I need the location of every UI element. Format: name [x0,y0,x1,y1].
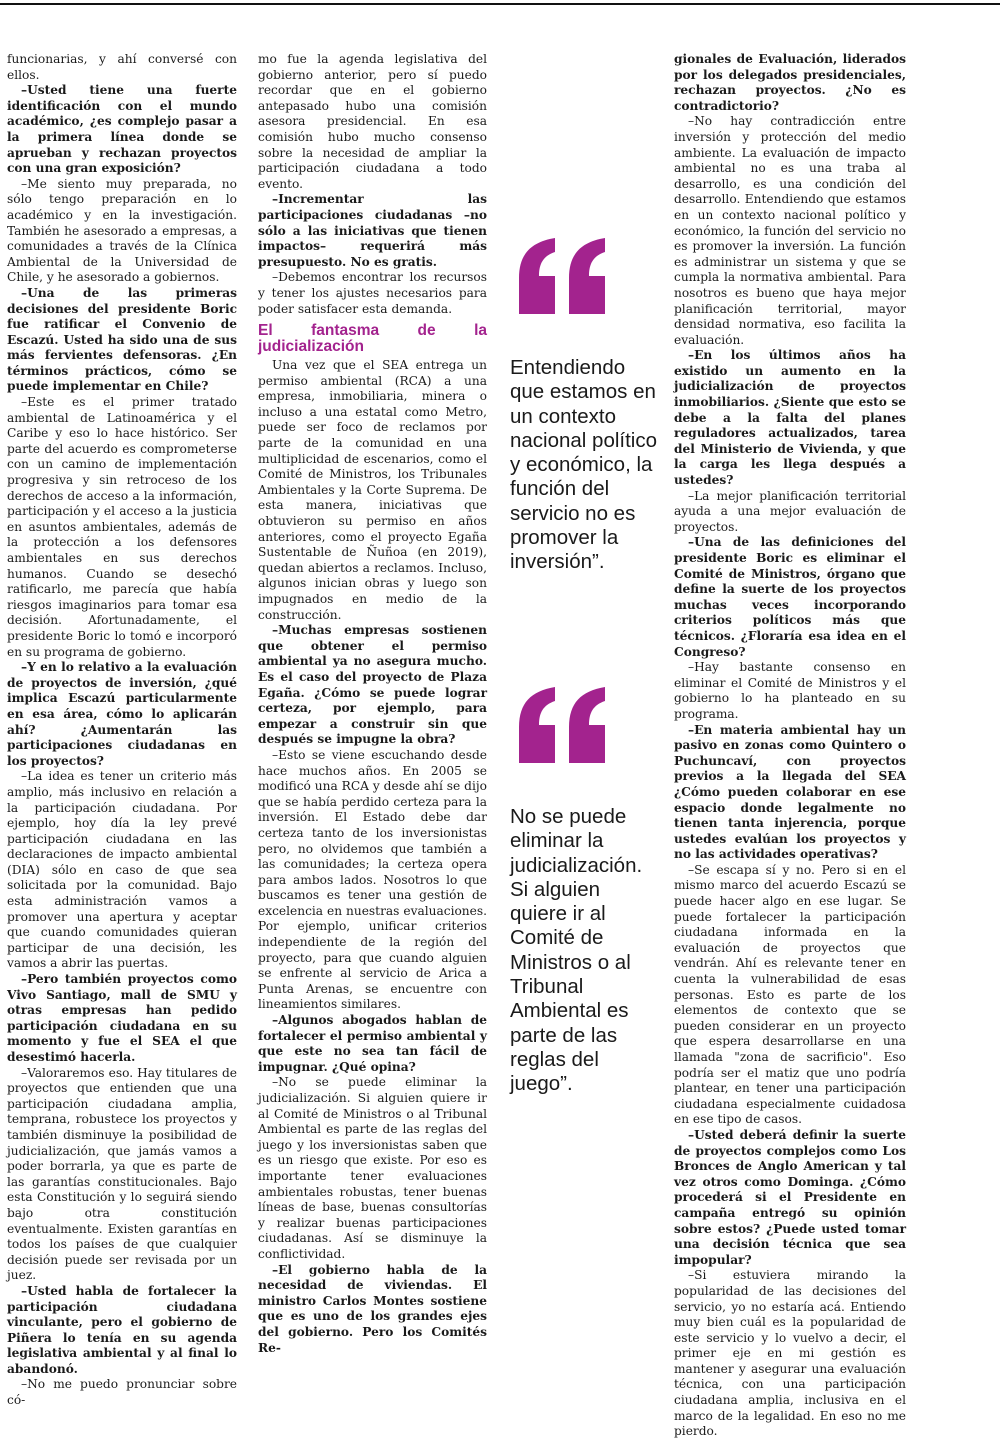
interview-question: –Incrementar las participaciones ciudadanas –no sólo a las iniciativas que tienen impactos– requerirá más presupuesto. No es gratis. [258,192,487,269]
interview-question: –El gobierno habla de la necesidad de viviendas. El ministro Carlos Montes sostiene que es uno de los grandes ejes del gobierno. Pero los Comités Re- [258,1262,487,1355]
quote-mark-icon [509,236,617,320]
interview-question: –Usted habla de fortalecer la participación ciudadana vinculante, pero el gobierno de Piñera lo tenía en su agenda legislativa ambiental y al final lo abandonó. [7,1283,237,1376]
interview-answer: –Me siento muy preparada, no sólo tengo preparación en lo académico y en la investigación. También he asesorado a empresas, a comunidades a través de la Clínica Ambiental de la Universidad de Chile, y he asesorado a gobiernos. [7,176,237,285]
interview-answer: –Si estuviera mirando la popularidad de las decisiones del servicio, yo no estaría acá. Entiendo muy bien cuál es la popularidad de este servicio y lo vuelvo a decir, el primer eje en mi gestión es mantener y asegurar una evaluación técnica, con una participación ciudadana amplia, inclusiva en el marco de la legalidad. En eso no me pierdo. [674,1268,906,1439]
interview-answer: Una vez que el SEA entrega un permiso ambiental (RCA) a una empresa, inmobiliaria, minera o incluso a una estatal como Metro, puede ser foco de reclamos por parte de la comunidad en una multiplicidad de escenarios, como el Comité de Ministros, los Tribunales Ambientales y la Corte Suprema. De esta manera, iniciativas que obtuvieron su permiso en años anteriores, como el proyecto Egaña Sustentable de Ñuñoa (en 2019), quedan abiertos a reclamos. Incluso, algunos inician obras y luego son impugnados en medio de la construcción. [258,358,487,622]
article-column-2 [258,52,487,1356]
interview-question: –En materia ambiental hay un pasivo en zonas como Quintero o Puchuncaví, con proyectos previos a la llegada del SEA ¿Cómo pueden colaborar en ese espacio donde legalmente no tienen tanta injerencia, porque ustedes evalúan los proyectos y no las actividades operativas? [674,722,906,862]
interview-answer: –La mejor planificación territorial ayuda a una mejor evaluación de proyectos. [674,488,906,534]
quote-mark-icon [509,685,617,769]
interview-question: –Algunos abogados hablan de fortalecer el permiso ambiental y que este no sea tan fácil de impugnar. ¿Qué opina? [258,1013,487,1074]
interview-answer: mo fue la agenda legislativa del gobierno anterior, pero sí puedo recordar que en el gobierno antepasado hubo una comisión asesora presidencial. En esa comisión hubo mucho consenso sobre la necesidad de ampliar la participación ciudadana a todo evento. [258,52,487,191]
interview-answer: –No me puedo pronunciar sobre có- [7,1377,237,1408]
interview-question: –Muchas empresas sostienen que obtener el permiso ambiental ya no asegura mucho. Es el caso del proyecto de Plaza Egaña. ¿Cómo se puede lograr certeza, por ejemplo, para empezar a construir sin que después se impugne la obra? [258,623,487,747]
article-column-1 [7,52,237,1409]
pull-quote-2: No se puede eliminar la judicialización. Si alguien quiere ir al Comité de Ministros o al Tribunal Ambiental es parte de las reglas del juego”. [510,805,643,1096]
interview-answer: funcionarias, y ahí conversé con ellos. [7,52,237,82]
section-heading: El fantasma de la judicialización [258,322,487,355]
interview-question: gionales de Evaluación, liderados por los delegados presidenciales, rechazan proyectos. ¿No es contradictorio? [674,52,906,113]
top-rule [0,3,1000,5]
pull-quote-1: Entendiendo que estamos en un contexto nacional político y económico, la función del servicio no es promover la inversión”. [510,356,658,574]
interview-answer: –Este es el primer tratado ambiental de Latinoamérica y el Caribe y eso lo hace histórico. Ser parte del acuerdo es comprometerse con un camino de implementación progresiva y sin retroceso de los derechos de acceso a la información, participación y el acceso a la justicia en asuntos ambientales, además de la protección a los defensores ambientales en sus derechos humanos. Cuando se desechó ratificarlo, me parecía que había riesgos imaginarios para tomar esa decisión. Afortunadamente, el presidente Boric lo tomó e incorporó en su programa de gobierno. [7,395,237,659]
interview-question: –Una de las primeras decisiones del presidente Boric fue ratificar el Convenio de Escazú. Usted ha sido una de sus más fervientes defensoras. ¿En términos prácticos, cómo se puede implementar en Chile? [7,285,237,394]
interview-question: –Una de las definiciones del presidente Boric es eliminar el Comité de Ministros, órgano que define la suerte de los proyectos muchas veces incorporando criterios políticos más que técnicos. ¿Floraría esa idea en el Congreso? [674,535,906,659]
interview-answer: –No se puede eliminar la judicialización. Si alguien quiere ir al Comité de Ministros o al Tribunal Ambiental es parte de las reglas del juego y los inversionistas saben que es un riesgo que existe. Por eso es importante tener evaluaciones ambientales robustas, tener buenas líneas de base, buenas consultorías y realizar buenas participaciones ciudadanas. Así se disminuye la conflictividad. [258,1075,487,1261]
interview-answer: –No hay contradicción entre inversión y protección del medio ambiente. La evaluación de impacto ambiental no es una traba al desarrollo, es una condición del desarrollo. Entendiendo que estamos en un contexto nacional político y económico, la función del servicio no es promover la inversión. La función es administrar un sistema y que se cumpla la normativa ambiental. Para nosotros es bueno que haya mejor planificación territorial, mayor densidad normativa, eso facilita la evaluación. [674,114,906,347]
interview-question: –En los últimos años ha existido un aumento en la judicialización de proyectos inmobiliarios. ¿Siente que esto se debe a la falta del planes reguladores actualizados, tarea del Ministerio de Vivienda, y que la carga les llega después a ustedes? [674,348,906,488]
article-column-4 [674,52,906,1440]
interview-question: –Usted tiene una fuerte identificación con el mundo académico, ¿es complejo pasar a la primera línea donde se aprueban y rechazan proyectos con una gran exposición? [7,83,237,176]
interview-question: –Usted deberá definir la suerte de proyectos complejos como Los Bronces de Anglo American y tal vez otros como Dominga. ¿Cómo procederá si el Presidente en campaña entregó su opinión sobre estos? ¿Puede usted tomar una decisión técnica que sea impopular? [674,1127,906,1267]
interview-answer: –Debemos encontrar los recursos y tener los ajustes necesarios para poder satisfacer esta demanda. [258,270,487,316]
interview-question: –Y en lo relativo a la evaluación de proyectos de inversión, ¿qué implica Escazú particularmente en esa área, cómo lo aplicarán ahí? ¿Aumentarán las participaciones ciudadanas en los proyectos? [7,660,237,768]
interview-answer: –Esto se viene escuchando desde hace muchos años. En 2005 se modificó una RCA y desde ahí se dijo que se había perdido certeza para la inversión. El Estado debe dar certeza tanto de los inversionistas pero, no olvidemos que también a las comunidades; la certeza opera para ambos lados. Nosotros lo que buscamos es tener una gestión de excelencia en nuestras evaluaciones. Por ejemplo, unificar criterios independiente de la región del proyecto, para que cuando alguien se enfrente al servicio de Arica a Punta Arenas, se encuentre con lineamientos similares. [258,747,487,1012]
interview-answer: –Se escapa sí y no. Pero si en el mismo marco del acuerdo Escazú se puede hacer algo en ese lugar. Se puede fortalecer la participación ciudadana informada en la evaluación de proyectos que vendrán. Ahí es relevante tener en cuenta la vulnerabilidad de esas personas. Esto es parte de los elementos de contexto que se pueden considerar en un proyecto que espera desarrollarse en una llamada "zona de sacrificio". Eso podría ser el matiz que uno podría plantear, en tener una participación ciudadana especialmente cuidadosa en ese tipo de casos. [674,862,906,1127]
interview-answer: –La idea es tener un criterio más amplio, más inclusivo en relación a la participación ciudadana. Por ejemplo, hoy día la ley prevé participación ciudadana en las declaraciones de impacto ambiental (DIA) sólo en caso de que sea solicitada por la comunidad. Bajo esta administración vamos a promover una apertura y aceptar que cuando comunidades quieran participar de una decisión, les vamos a abrir las puertas. [7,769,237,971]
interview-answer: –Hay bastante consenso en eliminar el Comité de Ministros y el gobierno lo ha planteado en su programa. [674,660,906,721]
interview-question: –Pero también proyectos como Vivo Santiago, mall de SMU y otras empresas han pedido participación ciudadana en su momento y fue el SEA el que desestimó hacerla. [7,972,237,1064]
interview-answer: –Valoraremos eso. Hay titulares de proyectos que entienden que una participación ciudadana amplia, temprana, robustece los proyectos y también disminuye la posibilidad de judicialización, que jamás vamos a poder borrarla, ya que es parte de las garantías constitucionales. Bajo esta Constitución y lo seguirá siendo bajo otra constitución eventualmente. Existen garantías en todos los países de que cualquier decisión puede ser revisada por un juez. [7,1065,237,1283]
